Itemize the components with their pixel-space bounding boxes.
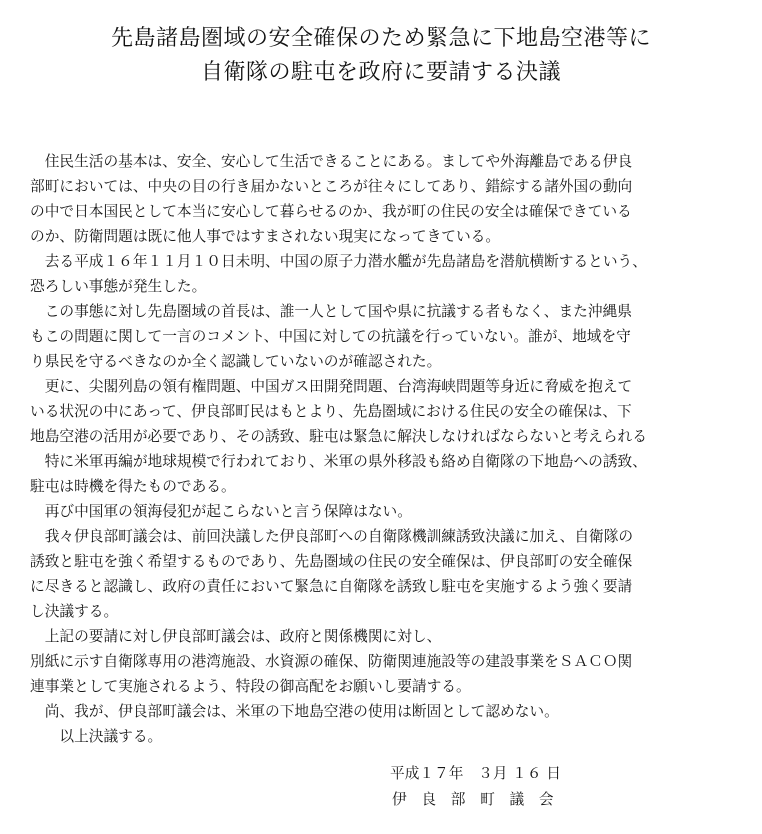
body-line: 地島空港の活用が必要であり、その誘致、駐屯は緊急に解決しなければならないと考えられる [30, 428, 647, 445]
body-line: 連事業として実施されるよう、特段の御高配をお願いし要請する。 [30, 678, 471, 695]
body-line: 去る平成１６年１１月１０日未明、中国の原子力潜水艦が先島諸島を潜航横断するという、 [30, 253, 647, 270]
body-line: もこの問題に関して一言のコメント、中国に対しての抗議を行っていない。誰が、地域を守 [30, 328, 631, 345]
document-title-line-1: 先島諸島圏域の安全確保のため緊急に下地島空港等に [110, 26, 651, 51]
body-line: いる状況の中にあって、伊良部町民はもとより、先島圏域における住民の安全の確保は、下 [30, 403, 632, 420]
body-line: に尽きると認識し、政府の責任において緊急に自衛隊を誘致し駐屯を実施するよう強く要請 [30, 578, 633, 595]
body-line: 尚、我が、伊良部町議会は、米軍の下地島空港の使用は断固として認めない。 [30, 703, 559, 720]
body-line: 部町においては、中央の目の行き届かないところが往々にしてあり、錯綜する諸外国の動向 [30, 178, 633, 195]
body-line: 更に、尖閣列島の領有権問題、中国ガス田開発問題、台湾海峡問題等身近に脅威を抱えて [30, 378, 633, 395]
body-line: 住民生活の基本は、安全、安心して生活できることにある。ましてや外海離島である伊良 [30, 153, 633, 170]
body-line: 我々伊良部町議会は、前回決議した伊良部町への自衛隊機訓練誘致決議に加え、自衛隊の [30, 528, 634, 545]
signatory-name: 伊 良 部 町 議 会 [392, 791, 554, 808]
body-line: 誘致と駐屯を強く希望するものであり、先島圏域の住民の安全確保は、伊良部町の安全確保 [30, 553, 633, 570]
document-title-line-2: 自衛隊の駐屯を政府に要請する決議 [200, 60, 561, 85]
body-line: 再び中国軍の領海侵犯が起こらないと言う保障はない。 [30, 503, 412, 520]
body-line: この事態に対し先島圏域の首長は、誰一人として国や県に抗議する者もなく、また沖縄県 [30, 303, 632, 320]
body-line: し決議する。 [30, 603, 119, 620]
body-line: 恐ろしい事態が発生した。 [30, 278, 207, 295]
body-line: り県民を守るべきなのか全く認識していないのが確認された。 [30, 353, 442, 370]
resolution-date: 平成１７年 ３月 １６ 日 [390, 765, 561, 782]
body-line: のか、防衛問題は既に他人事ではすまされない現実になってきている。 [30, 228, 501, 245]
body-line: 以上決議する。 [30, 728, 163, 745]
body-line: 特に米軍再編が地球規模で行われており、米軍の県外移設も絡め自衛隊の下地島への誘致、 [30, 453, 647, 470]
body-line: の中で日本国民として本当に安心して暮らせるのか、我が町の住民の安全は確保できている [30, 203, 632, 220]
body-line: 別紙に示す自衛隊専用の港湾施設、水資源の確保、防衛関連施設等の建設事業をＳＡＣＯ関 [30, 653, 633, 670]
body-line: 駐屯は時機を得たものである。 [30, 478, 236, 495]
body-line: 上記の要請に対し伊良部町議会は、政府と関係機関に対し、 [30, 628, 442, 645]
